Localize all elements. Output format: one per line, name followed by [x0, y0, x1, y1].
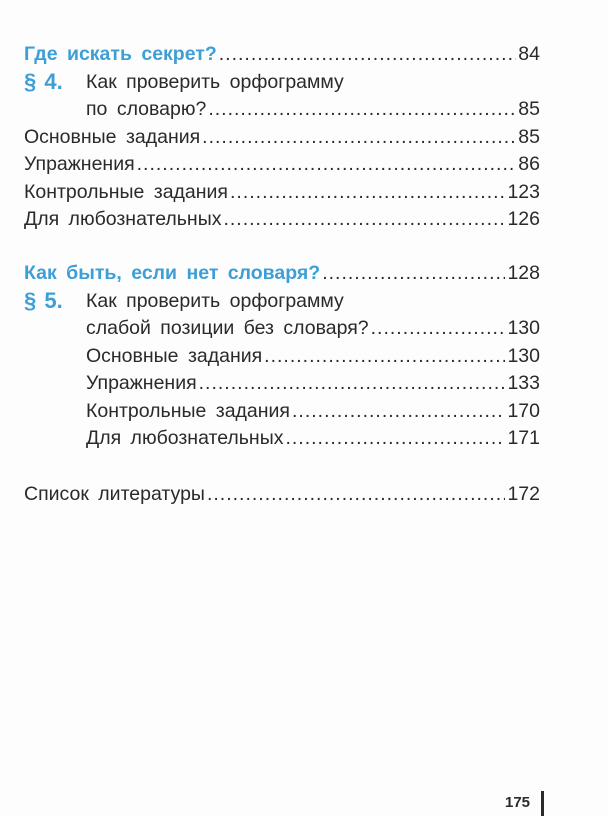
- toc-entry-page: 85: [518, 98, 540, 120]
- toc-leader-dots: [223, 206, 505, 232]
- toc-leader-dots: [208, 96, 516, 122]
- toc-entry-section-4[interactable]: [86, 96, 540, 122]
- toc-entry-title: Основные задания: [24, 126, 201, 148]
- toc-entry-page: 85: [518, 126, 540, 148]
- toc-entry-s4-basic-tasks[interactable]: [24, 124, 540, 150]
- toc-entry-page: 126: [507, 208, 540, 230]
- toc-entry-title: Основные задания: [86, 345, 263, 367]
- toc-leader-dots: [137, 151, 517, 177]
- toc-entry-page: 86: [518, 153, 540, 175]
- toc-entry-s5-curious[interactable]: [86, 425, 540, 451]
- toc-entry-s4-curious[interactable]: [24, 206, 540, 232]
- toc-leader-dots: [230, 179, 505, 205]
- toc-entry-heading-no-dictionary[interactable]: [24, 260, 540, 286]
- toc-entry-heading-where-secret[interactable]: [24, 41, 540, 67]
- toc-leader-dots: [285, 425, 505, 451]
- toc-entry-page: 170: [507, 400, 540, 422]
- toc-entry-page: 84: [518, 43, 540, 65]
- toc-entry-s5-basic-tasks[interactable]: [86, 343, 540, 369]
- toc-entry-title: Для любознательных: [86, 427, 284, 449]
- toc-entry-s4-control-tasks[interactable]: [24, 179, 540, 205]
- toc-entry-bibliography[interactable]: [24, 481, 540, 507]
- toc-entry-s5-exercises[interactable]: [86, 370, 540, 396]
- section-5-title-line2: слабой позиции без словаря?: [86, 317, 369, 339]
- toc-entry-section-5[interactable]: [86, 315, 540, 341]
- section-5-title-line1[interactable]: Как проверить орфограмму: [86, 290, 344, 312]
- page-number: 175: [505, 794, 531, 811]
- section-number-4: § 4.: [24, 69, 63, 94]
- toc-entry-title: Список литературы: [24, 483, 205, 505]
- toc-entry-page: 128: [507, 262, 540, 284]
- toc-entry-page: 130: [507, 317, 540, 339]
- toc-entry-title: Как быть, если нет словаря?: [24, 262, 321, 284]
- toc-entry-title: Где искать секрет?: [24, 43, 217, 65]
- toc-leader-dots: [371, 315, 506, 341]
- toc-leader-dots: [322, 260, 505, 286]
- toc-leader-dots: [292, 398, 505, 424]
- section-4-title-line1[interactable]: Как проверить орфограмму: [86, 71, 344, 93]
- toc-entry-page: 130: [507, 345, 540, 367]
- toc-entry-title: Контрольные задания: [24, 181, 228, 203]
- toc-leader-dots: [219, 41, 517, 67]
- toc-leader-dots: [207, 481, 506, 507]
- page-number-bar: [541, 791, 544, 816]
- toc-leader-dots: [199, 370, 506, 396]
- toc-entry-s5-control-tasks[interactable]: [86, 398, 540, 424]
- toc-entry-page: 171: [507, 427, 540, 449]
- toc-entry-title: Контрольные задания: [86, 400, 290, 422]
- toc-entry-page: 172: [507, 483, 540, 505]
- toc-entry-page: 133: [507, 372, 540, 394]
- toc-leader-dots: [202, 124, 516, 150]
- toc-entry-page: 123: [507, 181, 540, 203]
- toc-leader-dots: [264, 343, 505, 369]
- toc-entry-s4-exercises[interactable]: [24, 151, 540, 177]
- section-number-5: § 5.: [24, 288, 63, 313]
- section-4-title-line2: по словарю?: [86, 98, 207, 120]
- toc-entry-title: Упражнения: [24, 153, 135, 175]
- toc-entry-title: Для любознательных: [24, 208, 222, 230]
- toc-entry-title: Упражнения: [86, 372, 197, 394]
